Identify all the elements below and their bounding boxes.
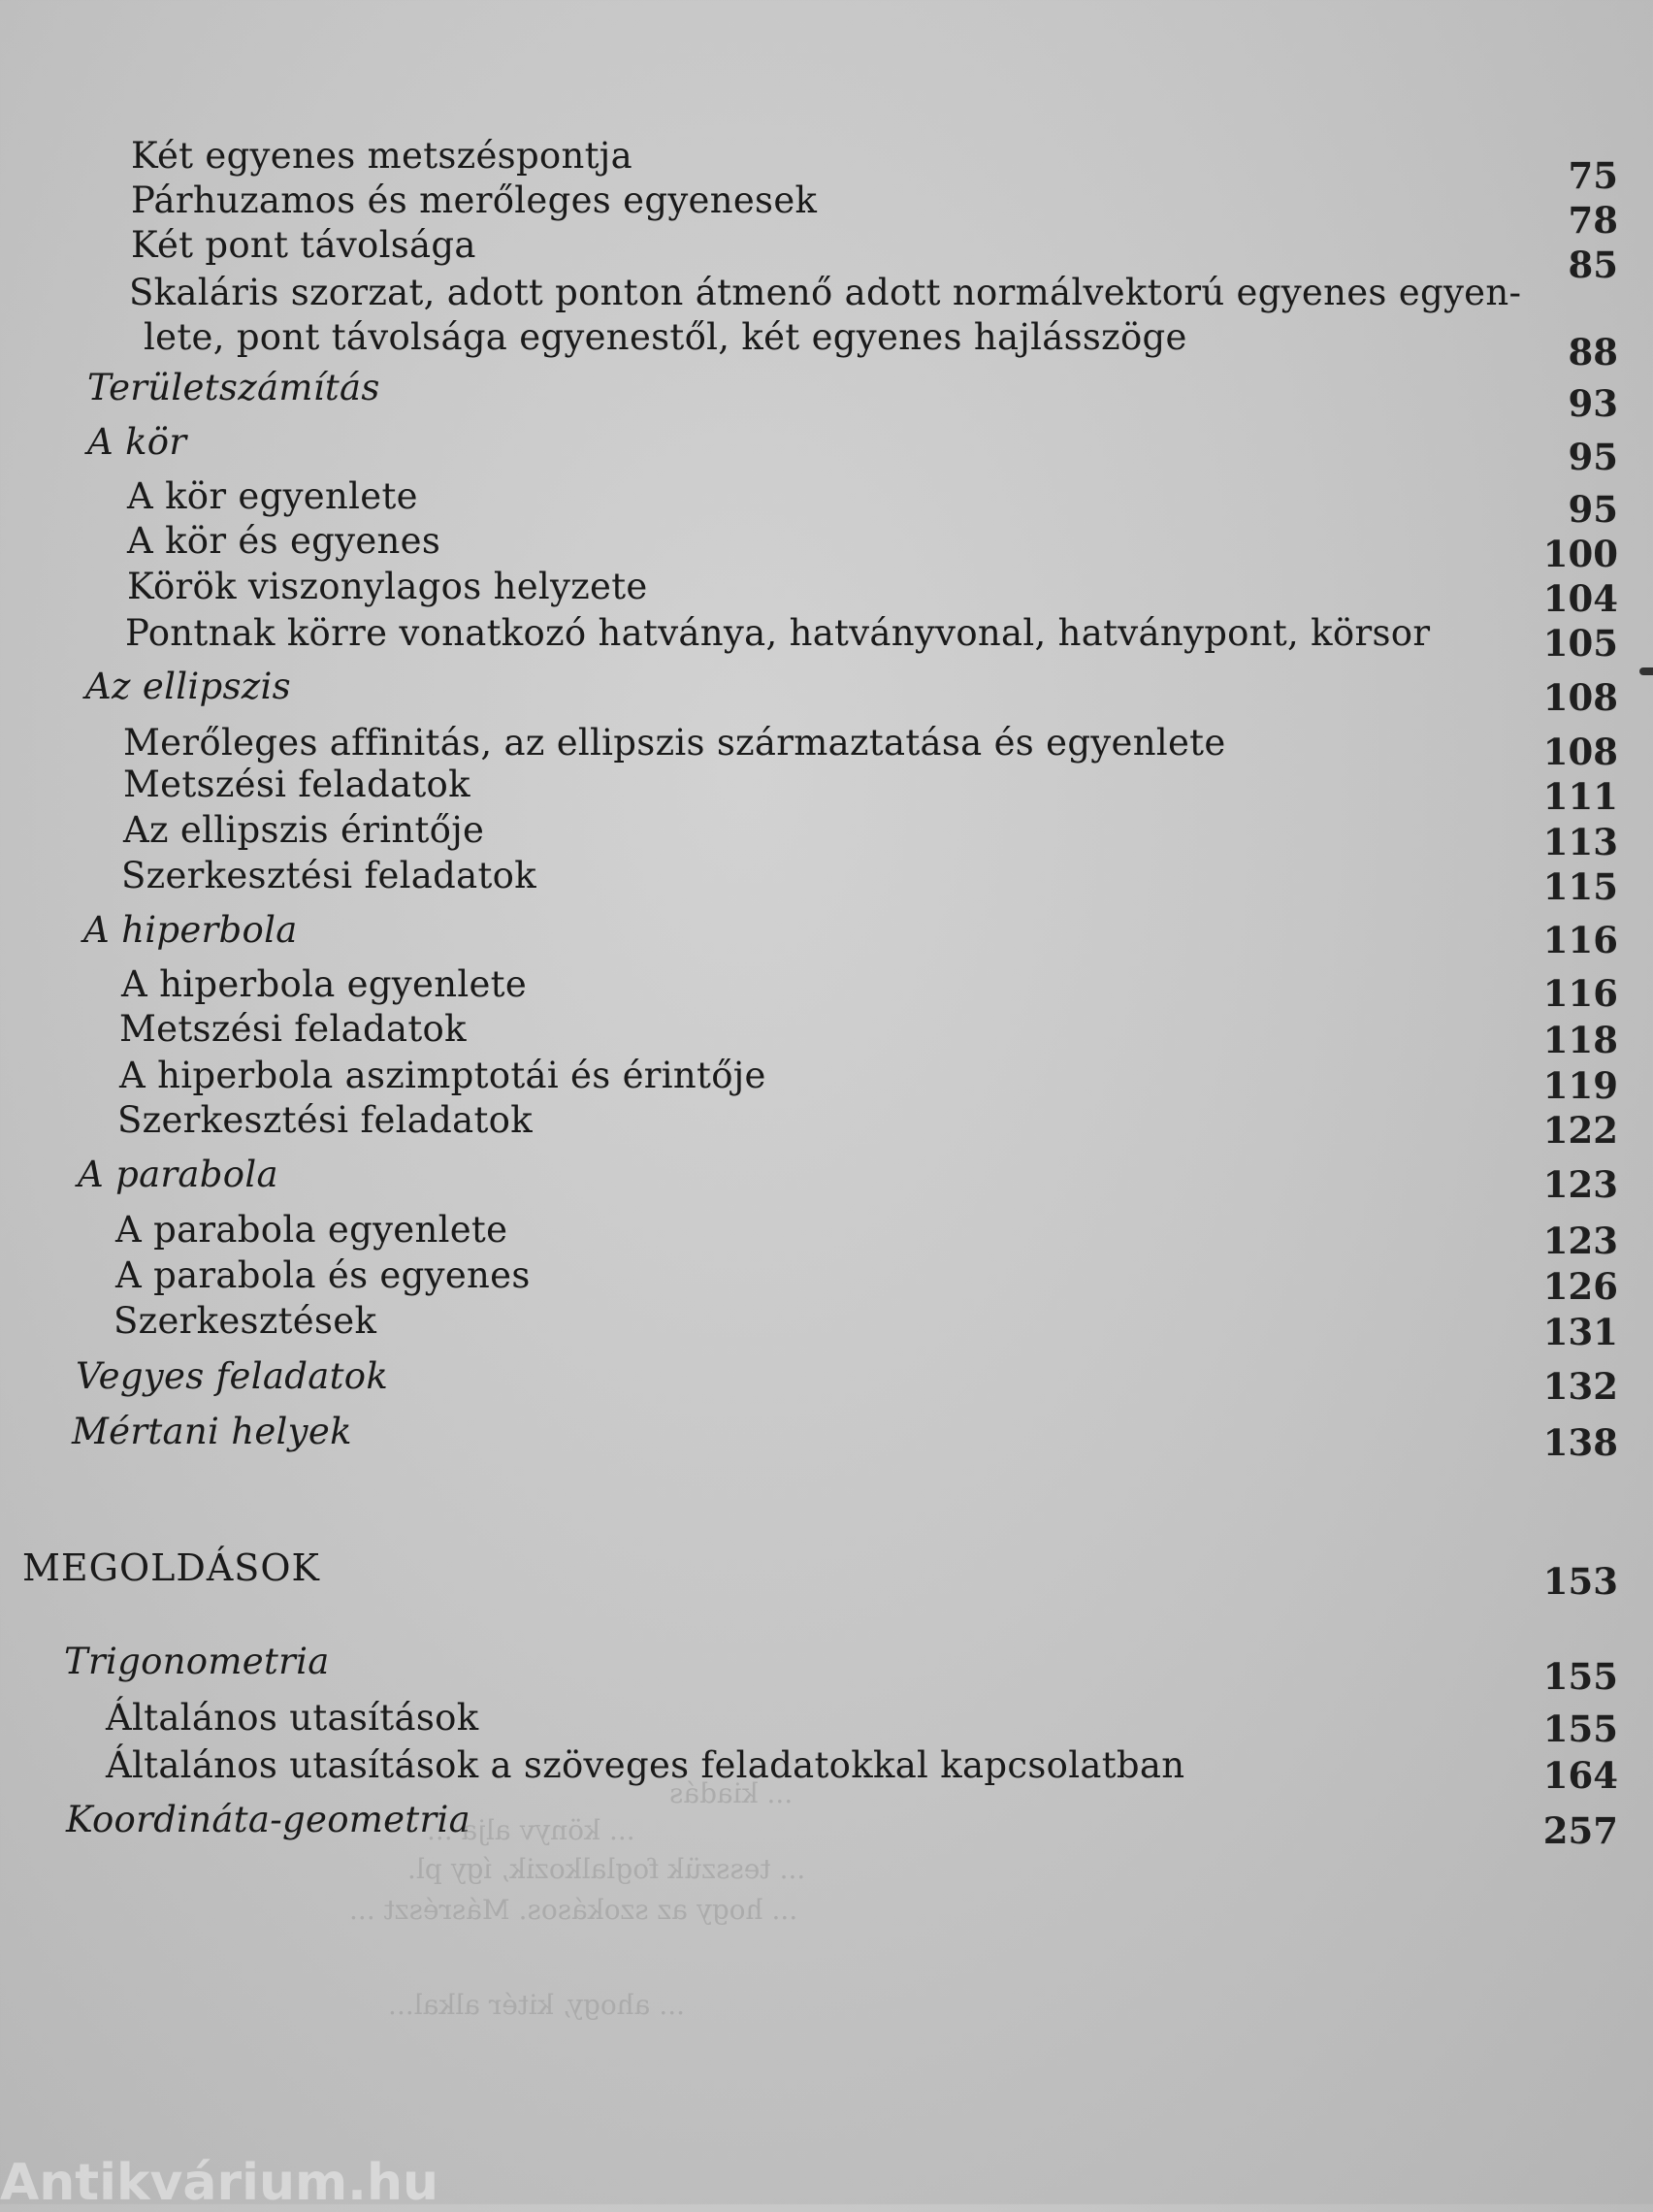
toc-section-title: Az ellipszis	[85, 666, 291, 707]
toc-entry-title: A parabola egyenlete	[115, 1209, 508, 1251]
toc-entry-page: 164	[1542, 1754, 1618, 1797]
toc-entry-page: 118	[1542, 1019, 1618, 1061]
toc-entry-page: 115	[1542, 865, 1618, 908]
toc-entry-page: 78	[1568, 199, 1618, 242]
toc-section-title: Trigonometria	[64, 1641, 330, 1682]
toc-entry-page: 108	[1542, 731, 1618, 773]
toc-entry-page: 95	[1568, 488, 1618, 531]
toc-entry-page: 122	[1542, 1109, 1618, 1152]
toc-entry-title: Metszési feladatok	[119, 1008, 467, 1050]
toc-entry-page: 119	[1542, 1064, 1618, 1107]
toc-entry-title: Két pont távolsága	[131, 224, 476, 266]
toc-entry-page: 75	[1568, 154, 1618, 197]
toc-entry-page: 257	[1542, 1809, 1618, 1852]
toc-entry-title: Szerkesztési feladatok	[121, 855, 536, 896]
toc-entry-page: 131	[1542, 1311, 1618, 1353]
bleed-through-text: ... ahogy, kitér alkal...	[388, 1989, 686, 2021]
toc-entry-title-line1: Skaláris szorzat, adott ponton átmenő adott normálvektorú egyenes egyen-	[129, 272, 1522, 313]
toc-entry-title: Általános utasítások	[106, 1697, 479, 1739]
toc-entry-title: Párhuzamos és merőleges egyenesek	[131, 179, 818, 221]
toc-entry-page: 85	[1568, 244, 1618, 286]
toc-entry-title: Merőleges affinitás, az ellipszis származtatása és egyenlete	[123, 722, 1226, 764]
toc-entry-page: 123	[1542, 1220, 1618, 1262]
toc-part-title: MEGOLDÁSOK	[22, 1546, 320, 1589]
toc-entry-page: 153	[1542, 1560, 1618, 1603]
toc-entry-title-line2: lete, pont távolsága egyenestől, két egyenes hajlásszöge	[144, 316, 1187, 358]
toc-entry-page: 116	[1542, 919, 1618, 961]
toc-entry-page: 111	[1542, 775, 1618, 818]
toc-entry-title: Az ellipszis érintője	[123, 809, 485, 851]
toc-entry-page: 116	[1542, 972, 1618, 1015]
toc-entry-page: 123	[1542, 1163, 1618, 1206]
toc-entry-page: 138	[1542, 1421, 1618, 1464]
toc-entry-title: A parabola és egyenes	[115, 1254, 531, 1296]
toc-entry-page: 113	[1542, 821, 1618, 863]
toc-section-title: Koordináta-geometria	[66, 1799, 471, 1840]
toc-entry-title: Szerkesztési feladatok	[117, 1099, 533, 1141]
bleed-through-text: ... tesszük foglalkozik, így pl.	[407, 1853, 806, 1885]
toc-entry-title: A kör egyenlete	[127, 475, 418, 517]
toc-entry-title: Két egyenes metszéspontja	[131, 135, 632, 177]
toc-entry-title: Körök viszonylagos helyzete	[127, 566, 648, 607]
bleed-through-text: ... hogy az szokásos. Másrészt ...	[349, 1894, 798, 1926]
toc-entry-page: 93	[1568, 382, 1618, 425]
toc-entry-page: 88	[1568, 331, 1618, 374]
toc-entry-page: 100	[1542, 533, 1618, 575]
toc-section-title: A kör	[87, 421, 187, 463]
toc-entry-title: Általános utasítások a szöveges feladatokkal kapcsolatban	[106, 1744, 1185, 1786]
toc-entry-title: A hiperbola aszimptotái és érintője	[119, 1055, 766, 1096]
toc-section-title: Mértani helyek	[72, 1411, 352, 1452]
toc-entry-page: 108	[1542, 676, 1618, 719]
toc-entry-page: 132	[1542, 1365, 1618, 1408]
toc-entry-page: 104	[1542, 577, 1618, 620]
toc-entry-page: 155	[1542, 1655, 1618, 1698]
toc-entry-title: Szerkesztések	[113, 1300, 377, 1342]
page-edge-mark	[1639, 667, 1653, 675]
toc-entry-title: Metszési feladatok	[123, 764, 470, 805]
toc-section-title: Vegyes feladatok	[76, 1355, 389, 1397]
toc-entry-title: A hiperbola egyenlete	[121, 963, 528, 1005]
toc-section-title: A hiperbola	[83, 909, 298, 951]
toc-entry-page: 95	[1568, 436, 1618, 478]
bleed-through-text: ... könyv alja ...	[427, 1814, 635, 1846]
toc-entry-title: Pontnak körre vonatkozó hatványa, hatványvonal, hatványpont, körsor	[125, 612, 1431, 654]
toc-entry-page: 155	[1542, 1708, 1618, 1750]
toc-entry-page: 105	[1542, 622, 1618, 665]
toc-section-title: Területszámítás	[87, 367, 380, 408]
bleed-through-text: ... kiadás	[669, 1777, 794, 1809]
toc-section-title: A parabola	[78, 1154, 278, 1195]
toc-entry-title: A kör és egyenes	[127, 520, 441, 562]
toc-entry-page: 126	[1542, 1265, 1618, 1308]
watermark: Antikvárium.hu	[0, 2154, 438, 2212]
